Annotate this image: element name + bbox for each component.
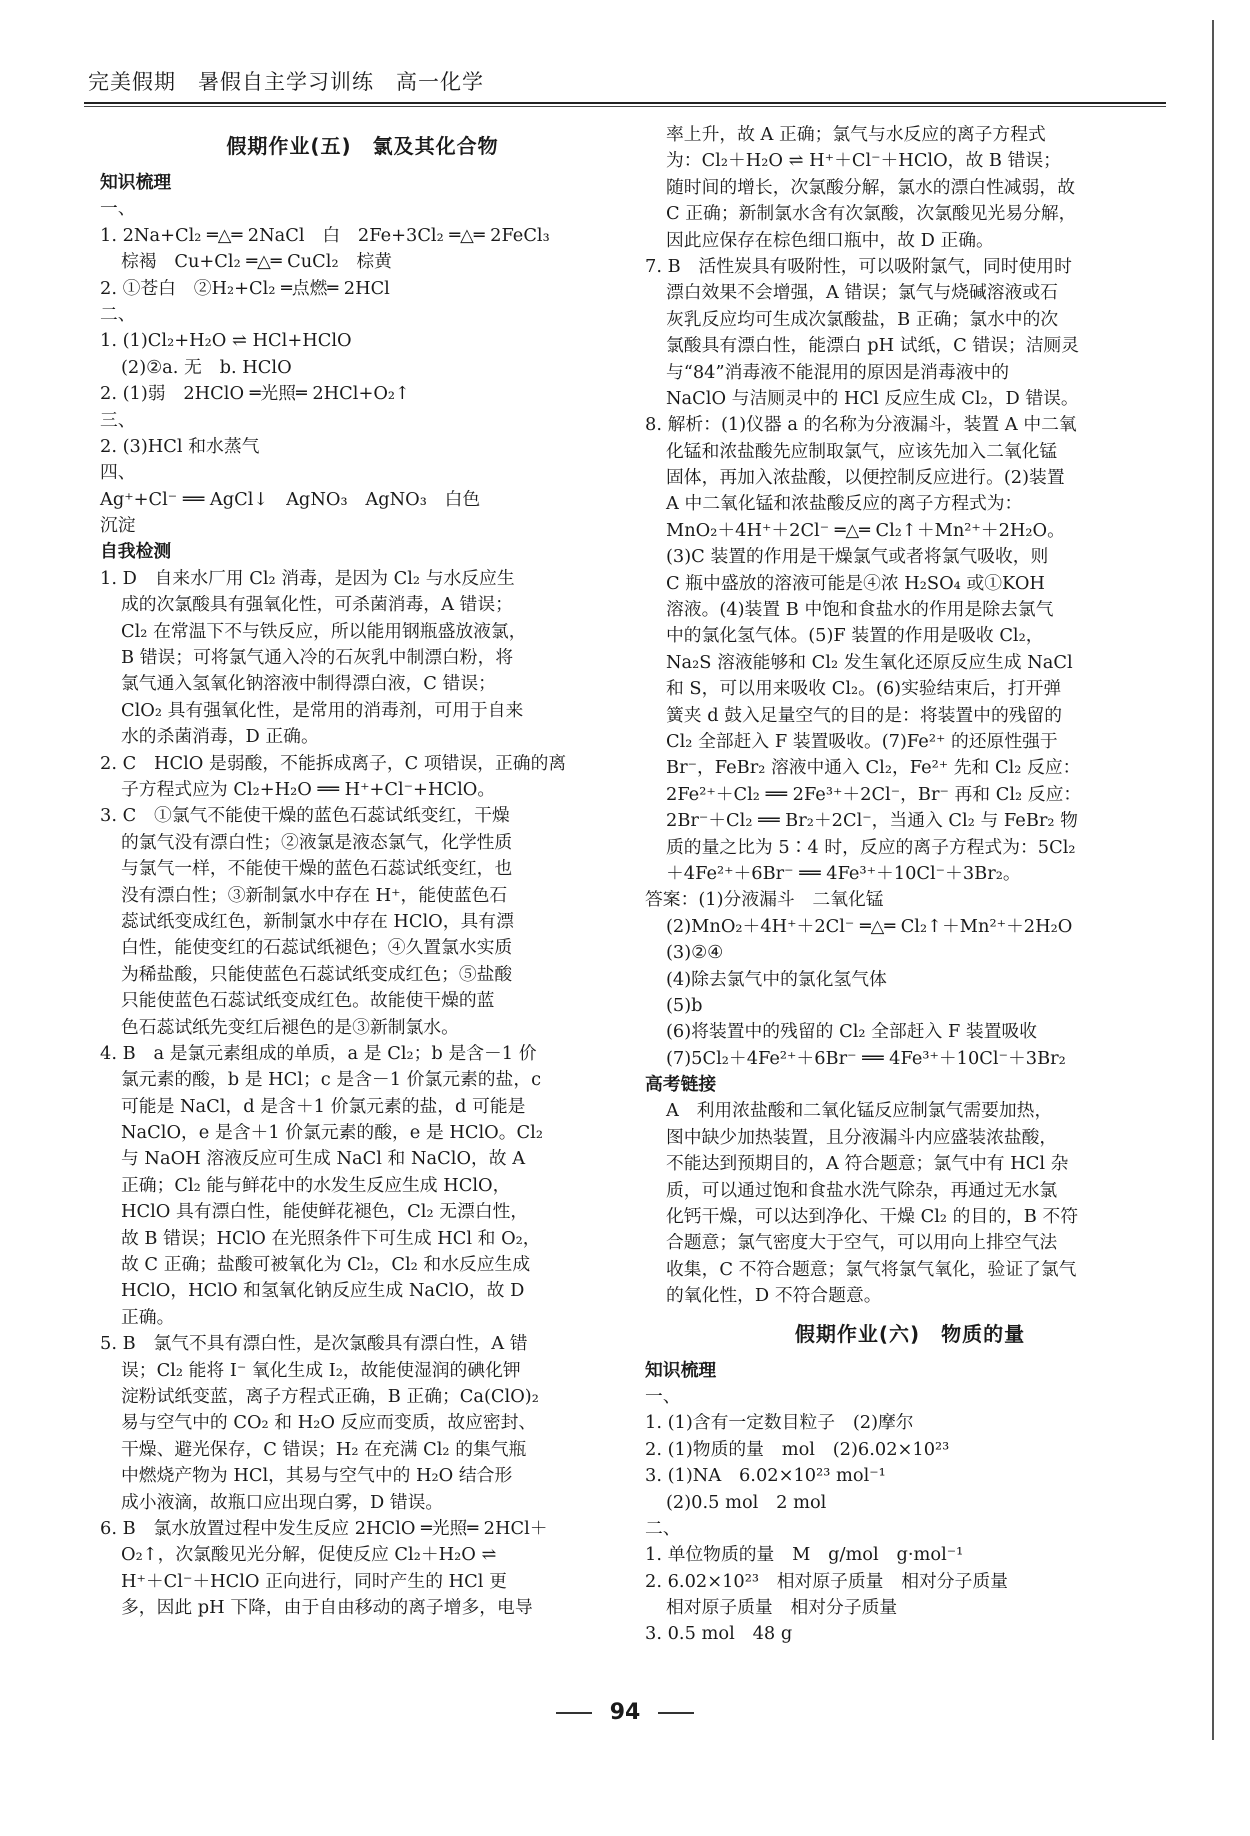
- text-line: 2Br⁻＋Cl₂ ══ Br₂＋2Cl⁻，当通入 Cl₂ 与 FeBr₂ 物: [666, 810, 1078, 832]
- text-line: 二、: [645, 1517, 681, 1539]
- text-line: 成的次氯酸具有强氧化性，可杀菌消毒，A 错误；: [121, 594, 513, 616]
- text-line: 水的杀菌消毒，D 正确。: [121, 726, 319, 748]
- text-line: 没有漂白性；③新制氯水中存在 H⁺，能使蓝色石: [121, 884, 508, 906]
- text-line: 正确。: [121, 1306, 175, 1328]
- text-line: A 利用浓盐酸和二氧化锰反应制氯气需要加热，: [666, 1100, 1053, 1122]
- text-line: (2)0.5 mol 2 mol: [666, 1491, 827, 1513]
- text-line: 易与空气中的 CO₂ 和 H₂O 反应而变质，故应密封、: [121, 1412, 537, 1434]
- section-title: 假期作业(五) 氯及其化合物: [226, 134, 499, 158]
- page-edge-bar: [1212, 20, 1214, 1740]
- text-line: C 瓶中盛放的溶液可能是④浓 H₂SO₄ 或①KOH: [666, 572, 1045, 594]
- text-line: 5. B 氯气不具有漂白性，是次氯酸具有漂白性，A 错: [100, 1333, 528, 1355]
- text-line: 1. 2Na+Cl₂ ═△═ 2NaCl 白 2Fe+3Cl₂ ═△═ 2FeCl₃: [100, 224, 550, 246]
- text-line: 3. 0.5 mol 48 g: [645, 1623, 793, 1645]
- text-line: 4. B a 是氯元素组成的单质，a 是 Cl₂；b 是含－1 价: [100, 1042, 537, 1064]
- text-line: 不能达到预期目的，A 符合题意；氯气中有 HCl 杂: [666, 1153, 1069, 1175]
- text-line: 沉淀: [100, 515, 136, 537]
- text-line: 子方程式应为 Cl₂+H₂O ══ H⁺+Cl⁻+HClO。: [121, 778, 496, 800]
- header-rule: [84, 102, 1166, 104]
- text-line: (2)MnO₂＋4H⁺＋2Cl⁻ ═△═ Cl₂↑＋Mn²⁺＋2H₂O: [666, 915, 1073, 937]
- text-line: 白性，能使变红的石蕊试纸褪色；④久置氯水实质: [121, 937, 513, 959]
- text-line: 的氧化性，D 不符合题意。: [666, 1285, 882, 1307]
- text-line: 中的氯化氢气体。(5)F 装置的作用是吸收 Cl₂，: [666, 625, 1044, 647]
- text-line: (2)②a. 无 b. HClO: [121, 356, 292, 378]
- text-line: 答案：(1)分液漏斗 二氧化锰: [645, 889, 884, 911]
- right-column: [645, 122, 1175, 1648]
- subsection-heading: 自我检测: [100, 541, 172, 563]
- text-line: O₂↑，次氯酸见光分解，促使反应 Cl₂＋H₂O ⇌: [121, 1544, 497, 1566]
- text-line: 与 NaOH 溶液反应可生成 NaCl 和 NaClO，故 A: [121, 1148, 526, 1170]
- text-line: Cl₂ 全部赶入 F 装置吸收。(7)Fe²⁺ 的还原性强于: [666, 730, 1058, 752]
- text-line: (4)除去氯气中的氯化氢气体: [666, 968, 887, 990]
- text-line: (5)b: [666, 994, 703, 1016]
- header-rule-thin: [84, 106, 1166, 107]
- text-line: 蕊试纸变成红色，新制氯水中存在 HClO，具有漂: [121, 910, 514, 932]
- text-line: 簧夹 d 鼓入足量空气的目的是：将装置中的残留的: [666, 704, 1063, 726]
- text-line: 8. 解析：(1)仪器 a 的名称为分液漏斗，装置 A 中二氧: [645, 414, 1077, 436]
- text-line: 二、: [100, 303, 136, 325]
- text-line: 误；Cl₂ 能将 I⁻ 氧化生成 I₂，故能使湿润的碘化钾: [121, 1359, 521, 1381]
- text-line: 四、: [100, 462, 136, 484]
- text-line: 2. ①苍白 ②H₂+Cl₂ ═点燃═ 2HCl: [100, 277, 390, 299]
- subsection-heading: 高考链接: [645, 1074, 717, 1096]
- text-line: 可能是 NaCl，d 是含＋1 价氯元素的盐，d 可能是: [121, 1095, 526, 1117]
- text-line: 故 B 错误；HClO 在光照条件下可生成 HCl 和 O₂，: [121, 1227, 541, 1249]
- text-line: 2Fe²⁺＋Cl₂ ══ 2Fe³⁺＋2Cl⁻，Br⁻ 再和 Cl₂ 反应：: [666, 783, 1082, 805]
- text-line: Ag⁺+Cl⁻ ══ AgCl↓ AgNO₃ AgNO₃ 白色: [100, 488, 481, 510]
- text-line: H⁺＋Cl⁻＋HClO 正向进行，同时产生的 HCl 更: [121, 1570, 507, 1592]
- text-line: 中燃烧产物为 HCl，其易与空气中的 H₂O 结合形: [121, 1465, 513, 1487]
- text-line: (3)②④: [666, 942, 724, 964]
- text-line: 相对原子质量 相对分子质量: [666, 1597, 898, 1619]
- text-line: 氯气通入氢氧化钠溶液中制得漂白液，C 错误；: [121, 673, 496, 695]
- text-line: 6. B 氯水放置过程中发生反应 2HClO ═光照═ 2HCl＋: [100, 1517, 548, 1539]
- text-line: 三、: [100, 409, 136, 431]
- subsection-heading: 知识梳理: [645, 1359, 717, 1381]
- text-line: 7. B 活性炭具有吸附性，可以吸附氯气，同时使用时: [645, 255, 1072, 277]
- text-line: ClO₂ 具有强氧化性，是常用的消毒剂，可用于自来: [121, 699, 524, 721]
- text-line: 棕褐 Cu+Cl₂ ═△═ CuCl₂ 棕黄: [121, 251, 392, 273]
- text-line: 一、: [100, 198, 136, 220]
- text-line: HClO 具有漂白性，能使鲜花褪色，Cl₂ 无漂白性，: [121, 1201, 529, 1223]
- text-line: 图中缺少加热装置，且分液漏斗内应盛装浓盐酸，: [666, 1126, 1058, 1148]
- text-line: 2. 6.02×10²³ 相对原子质量 相对分子质量: [645, 1570, 1008, 1592]
- text-line: 氯酸具有漂白性，能漂白 pH 试纸，C 错误；洁厕灵: [666, 335, 1080, 357]
- text-line: (7)5Cl₂＋4Fe²⁺＋6Br⁻ ══ 4Fe³⁺＋10Cl⁻＋3Br₂: [666, 1047, 1066, 1069]
- text-line: ＋4Fe²⁺＋6Br⁻ ══ 4Fe³⁺＋10Cl⁻＋3Br₂。: [666, 862, 1021, 884]
- text-line: 3. C ①氯气不能使干燥的蓝色石蕊试纸变红，干燥: [100, 805, 510, 827]
- text-line: 灰乳反应均可生成次氯酸盐，B 正确；氯水中的次: [666, 308, 1059, 330]
- text-line: 和 S，可以用来吸收 Cl₂。(6)实验结束后，打开弹: [666, 678, 1062, 700]
- text-line: 为：Cl₂＋H₂O ⇌ H⁺＋Cl⁻＋HClO，故 B 错误；: [666, 150, 1061, 172]
- text-line: 1. (1)含有一定数目粒子 (2)摩尔: [645, 1412, 914, 1434]
- text-line: Cl₂ 在常温下不与铁反应，所以能用钢瓶盛放液氯，: [121, 620, 527, 642]
- text-line: 1. (1)Cl₂+H₂O ⇌ HCl+HClO: [100, 330, 352, 352]
- text-line: 化钙干燥，可以达到净化、干燥 Cl₂ 的目的，B 不符: [666, 1206, 1079, 1228]
- text-line: HClO，HClO 和氢氧化钠反应生成 NaClO，故 D: [121, 1280, 525, 1302]
- text-line: 与氯气一样，不能使干燥的蓝色石蕊试纸变红，也: [121, 858, 513, 880]
- text-line: 2. C HClO 是弱酸，不能拆成离子，C 项错误，正确的离: [100, 752, 567, 774]
- left-column: [100, 122, 625, 1621]
- text-line: 2. (1)弱 2HClO ═光照═ 2HCl+O₂↑: [100, 383, 410, 405]
- text-line: 1. 单位物质的量 M g/mol g·mol⁻¹: [645, 1544, 964, 1566]
- text-line: 收集，C 不符合题意；氯气将氯气氧化，验证了氯气: [666, 1258, 1077, 1280]
- text-line: 合题意；氯气密度大于空气，可以用向上排空气法: [666, 1232, 1058, 1254]
- text-line: 色石蕊试纸先变红后褪色的是③新制氯水。: [121, 1016, 459, 1038]
- text-line: A 中二氧化锰和浓盐酸反应的离子方程式为：: [666, 493, 1023, 515]
- text-line: 化锰和浓盐酸先应制取氯气，应该先加入二氧化锰: [666, 440, 1058, 462]
- text-line: 质的量之比为 5∶4 时，反应的离子方程式为：5Cl₂: [666, 836, 1076, 858]
- text-line: 与“84”消毒液不能混用的原因是消毒液中的: [666, 361, 1010, 383]
- text-line: 氯元素的酸，b 是 HCl；c 是含－1 价氯元素的盐，c: [121, 1069, 542, 1091]
- text-line: 淀粉试纸变蓝，离子方程式正确，B 正确；Ca(ClO)₂: [121, 1385, 539, 1407]
- text-line: 2. (1)物质的量 mol (2)6.02×10²³: [645, 1438, 950, 1460]
- text-line: NaClO 与洁厕灵中的 HCl 反应生成 Cl₂，D 错误。: [666, 387, 1079, 409]
- text-line: 2. (3)HCl 和水蒸气: [100, 435, 260, 457]
- text-line: 溶液。(4)装置 B 中饱和食盐水的作用是除去氯气: [666, 599, 1054, 621]
- page-number: [0, 1700, 1250, 1725]
- text-line: 漂白效果不会增强，A 错误；氯气与烧碱溶液或石: [666, 282, 1058, 304]
- text-line: B 错误；可将氯气通入冷的石灰乳中制漂白粉，将: [121, 647, 514, 669]
- text-line: Br⁻，FeBr₂ 溶液中通入 Cl₂，Fe²⁺ 先和 Cl₂ 反应：: [666, 757, 1081, 779]
- text-line: 正确；Cl₂ 能与鲜花中的水发生反应生成 HClO，: [121, 1174, 511, 1196]
- text-line: (6)将装置中的残留的 Cl₂ 全部赶入 F 装置吸收: [666, 1021, 1038, 1043]
- text-line: 3. (1)NA 6.02×10²³ mol⁻¹: [645, 1465, 886, 1487]
- text-line: 的氯气没有漂白性；②液氯是液态氯气，化学性质: [121, 831, 513, 853]
- text-line: 随时间的增长，次氯酸分解，氯水的漂白性减弱，故: [666, 176, 1075, 198]
- text-line: 故 C 正确；盐酸可被氧化为 Cl₂，Cl₂ 和水反应生成: [121, 1254, 531, 1276]
- text-line: Na₂S 溶液能够和 Cl₂ 发生氧化还原反应生成 NaCl: [666, 651, 1073, 673]
- text-line: 固体，再加入浓盐酸，以便控制反应进行。(2)装置: [666, 467, 1065, 489]
- text-line: 多，因此 pH 下降，由于自由移动的离子增多，电导: [121, 1597, 533, 1619]
- page-number-text: 94: [609, 1700, 641, 1725]
- text-line: 只能使蓝色石蕊试纸变成红色。故能使干燥的蓝: [121, 990, 495, 1012]
- text-line: 一、: [645, 1385, 681, 1407]
- text-line: (3)C 装置的作用是干燥氯气或者将氯气吸收，则: [666, 546, 1049, 568]
- text-line: 成小液滴，故瓶口应出现白雾，D 错误。: [121, 1491, 444, 1513]
- text-line: C 正确；新制氯水含有次氯酸，次氯酸见光易分解，: [666, 203, 1077, 225]
- text-line: 因此应保存在棕色细口瓶中，故 D 正确。: [666, 229, 994, 251]
- text-line: 率上升，故 A 正确；氯气与水反应的离子方程式: [666, 124, 1046, 145]
- text-line: 质，可以通过饱和食盐水洗气除杂，再通过无水氯: [666, 1179, 1058, 1201]
- running-header: 完美假期 暑假自主学习训练 高一化学: [88, 70, 484, 94]
- subsection-heading: 知识梳理: [100, 172, 172, 193]
- text-line: NaClO，e 是含＋1 价氯元素的酸，e 是 HClO。Cl₂: [121, 1122, 543, 1144]
- text-line: MnO₂＋4H⁺＋2Cl⁻ ═△═ Cl₂↑＋Mn²⁺＋2H₂O。: [666, 519, 1065, 541]
- text-line: 为稀盐酸，只能使蓝色石蕊试纸变成红色；⑤盐酸: [121, 963, 513, 985]
- text-line: 干燥、避光保存，C 错误；H₂ 在充满 Cl₂ 的集气瓶: [121, 1438, 527, 1460]
- section-title: 假期作业(六) 物质的量: [794, 1321, 1026, 1346]
- text-line: 1. D 自来水厂用 Cl₂ 消毒，是因为 Cl₂ 与水反应生: [100, 567, 515, 589]
